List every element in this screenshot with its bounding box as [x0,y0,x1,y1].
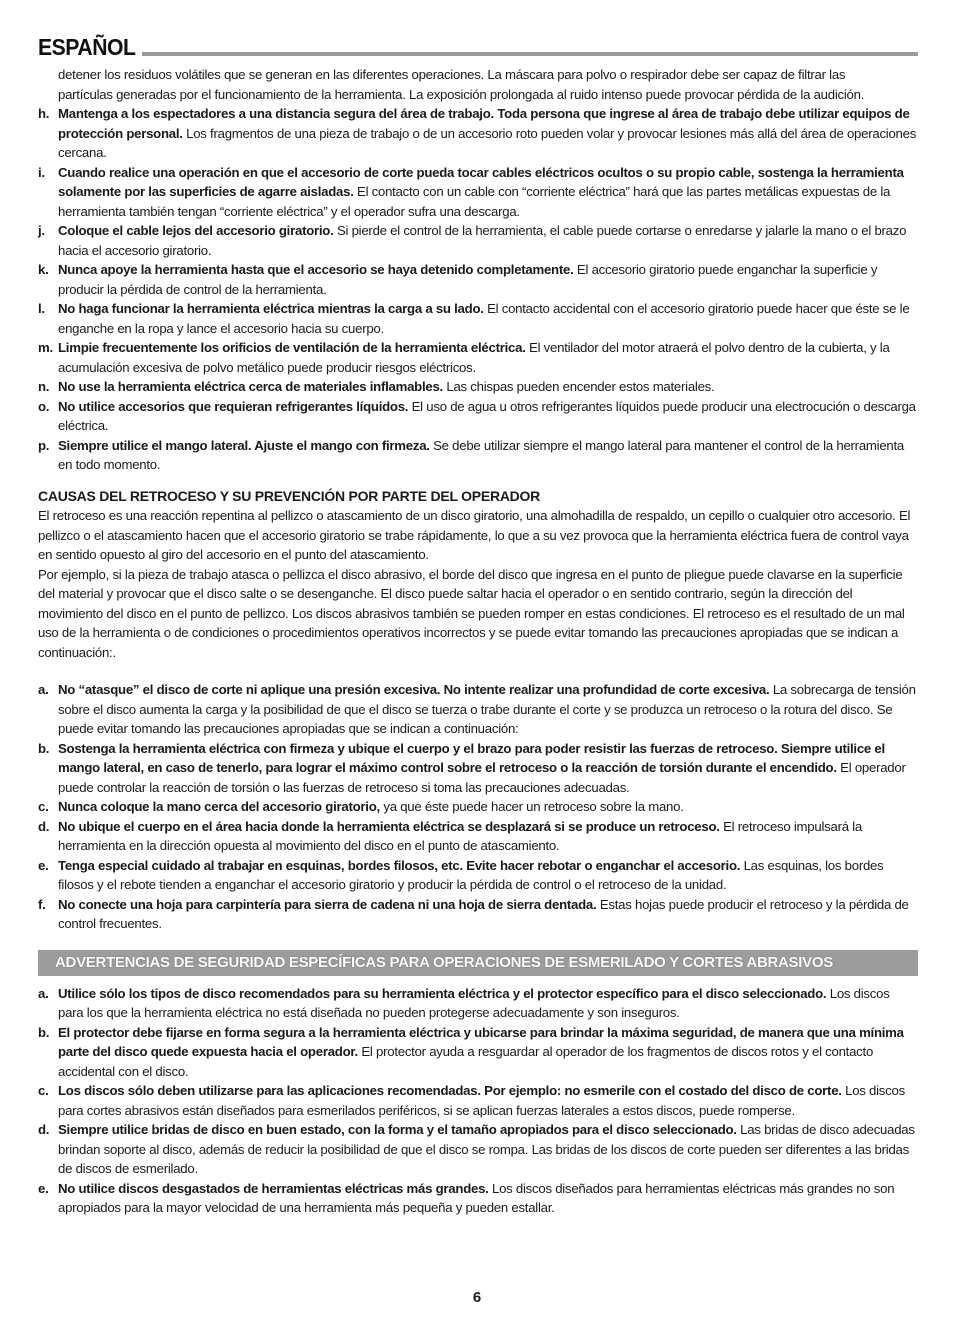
list-item-p [38,436,918,475]
item-bold: Cuando realice una operación en que el accesorio de corte pueda tocar cables eléctricos ocultos o su propio cable, sostenga la herramienta solamente por las superficies de agarre aisladas. [58,164,904,199]
item-bold: No conecte una hoja para carpintería para sierra de cadena ni una hoja de sierra dentada. [58,896,597,912]
item-bold: Coloque el cable lejos del accesorio giratorio. [58,223,334,238]
item-bold: Siempre utilice bridas de disco en buen estado, con la forma y el tamaño apropiados para el disco seleccionado. [58,1122,737,1137]
page-content [38,65,918,1218]
item-letter: d. [38,818,50,834]
item-text: El contacto con un cable con “corriente eléctrica” hará que las partes metálicas expuestas de la herramienta también tengan “corriente eléctrica” y el operador sufra una descarga. [58,184,891,219]
item-letter: a. [38,682,49,697]
item-text: El retroceso impulsará la herramienta en la dirección opuesta al movimiento del disco en el punto de atascamiento. [58,818,862,853]
item-letter: j. [38,223,45,238]
item-text: El contacto accidental con el accesorio giratorio puede hacer que éste se le enganche en la ropa y lance el accesorio hacia su cuerpo. [58,301,910,336]
item-letter: m. [38,340,53,355]
list-item-h [38,104,918,163]
list-item-k [38,260,918,299]
item-text: ya que éste puede hacer un retroceso sobre la mano. [379,799,684,814]
header-rule [142,52,918,56]
item-bold: El protector debe fijarse en forma segura a la herramienta eléctrica y ubicarse para brindar la máxima seguridad, de manera que una mínima parte del disco quede expuesta hacia el operador. [58,1024,904,1059]
item-text: Estas hojas puede producir el retroceso y la pérdida de control frecuentes. [58,896,909,931]
item-bold: Utilice sólo los tipos de disco recomendados para su herramienta eléctrica y el protector específico para el disco seleccionado. [58,985,827,1001]
item-text: El ventilador del motor atraerá el polvo dentro de la cubierta, y la acumulación excesiva de polvo metálico puede producir riesgos eléctricos. [58,340,890,375]
item-text: Las esquinas, los bordes filosos y el rebote tienden a enganchar el accesorio giratorio y producir la pérdida de control o el retroceso de la unidad. [58,857,884,892]
item-bold: Siempre utilice el mango lateral. Ajuste el mango con firmeza. [58,437,430,453]
item-letter: l. [38,301,45,316]
item-letter: d. [38,1122,50,1137]
item-bold: Sostenga la herramienta eléctrica con firmeza y ubique el cuerpo y el brazo para poder resistir las fuerzas de retroceso. Siempre utilice el mango lateral, en caso de tenerlo, para lograr el máximo control sobre el retroceso o la reacción de torsión durante el encendido. [58,740,885,775]
list-item-d [38,817,918,856]
list-item-e [38,856,918,895]
item-letter: b. [38,740,50,756]
intro-continuation-line-1: detener los residuos volátiles que se generan en las diferentes operaciones. La máscara para polvo o respirador debe ser capaz de filtrar las [58,67,846,82]
grinding-list [38,984,918,1218]
item-letter: i. [38,164,45,180]
item-text: Los discos para cortes abrasivos están diseñados para esmerilados periféricos, si se aplican fuerzas laterales a estos discos, puede romperse. [58,1083,905,1118]
kickback-section-title: CAUSAS DEL RETROCESO Y SU PREVENCIÓN POR PARTE DEL OPERADOR [38,487,541,504]
safety-list-1 [38,104,918,475]
item-letter: e. [38,1180,49,1196]
intro-continuation-line-2: partículas generadas por el funcionamiento de la herramienta. La exposición prolongada al ruido intenso puede provocar pérdida de la audición. [58,86,865,102]
item-letter: e. [38,857,49,873]
list-item-a [38,680,918,739]
item-text: El protector ayuda a resguardar al operador de los fragmentos de discos rotos y el contacto accidental con el disco. [58,1044,874,1079]
item-letter: h. [38,106,50,121]
item-text: La sobrecarga de tensión sobre el disco aumenta la carga y la posibilidad de que el disco se tuerza o trabe durante el corte y se produzca un retroceso o la rotura del disco. Se puede evitar tomando las precauciones apropiadas que se indican a continuación: [58,682,916,736]
list-item-e [38,1179,918,1218]
item-text: El operador puede controlar la reacción de torsión o las fuerzas de retroceso si toma las precauciones adecuadas. [58,760,906,795]
item-letter: a. [38,985,49,1001]
item-bold: Nunca apoye la herramienta hasta que el accesorio se haya detenido completamente. [58,262,574,277]
list-item-j [38,221,918,260]
item-text: Los discos para los que la herramienta eléctrica no está diseñada no pueden protegerse adecuadamente y son inseguros. [58,985,890,1020]
item-letter: o. [38,398,50,414]
item-text: Los discos diseñados para herramientas eléctricas más grandes no son apropiados para la mayor velocidad de una herramienta más pequeña y pueden estallar. [58,1180,895,1215]
kickback-paragraph-1: El retroceso es una reacción repentina al pellizco o atascamiento de un disco giratorio, una almohadilla de respaldo, un cepillo o cualquier otro accesorio. El pellizco o el atascamiento hacen que el accesorio giratorio se trabe rápidamente, lo que a su vez provoca que la herramienta eléctrica fuera de control vaya en sentido opuesto al giro del accesorio en el punto del atascamiento. [38,508,911,562]
list-item-f [38,895,918,934]
list-item-i [38,163,918,222]
page-number: 6 [472,1289,482,1306]
list-item-a [38,984,918,1023]
item-text: Los fragmentos de una pieza de trabajo o de un accesorio roto pueden volar y provocar lesiones más allá del área de operaciones cercana. [58,125,917,160]
item-bold: Nunca coloque la mano cerca del accesorio giratorio, [58,799,380,814]
item-bold: No use la herramienta eléctrica cerca de materiales inflamables. [58,379,443,394]
item-bold: No utilice discos desgastados de herramientas eléctricas más grandes. [58,1180,489,1196]
item-letter: f. [38,896,46,912]
kickback-list [38,680,918,934]
item-bold: No haga funcionar la herramienta eléctrica mientras la carga a su lado. [58,301,484,316]
page-header [38,30,918,60]
list-item-n [38,377,918,397]
list-item-c [38,797,918,817]
item-text: El uso de agua u otros refrigerantes líquidos puede producir una electrocución o descarga eléctrica. [58,398,916,433]
item-bold: Mantenga a los espectadores a una distancia segura del área de trabajo. Toda persona que ingrese al área de trabajo debe utilizar equipos de protección personal. [58,106,910,141]
item-letter: n. [38,379,50,394]
list-item-b [38,739,918,798]
item-bold: No “atasque” el disco de corte ni aplique una presión excesiva. No intente realizar una profundidad de corte excesiva. [58,682,770,697]
item-bold: Tenga especial cuidado al trabajar en esquinas, bordes filosos, etc. Evite hacer rebotar o enganchar el accesorio. [58,857,741,873]
item-text: Las bridas de disco adecuadas brindan soporte al disco, además de reducir la posibilidad de que el disco se rompa. Las bridas de los discos de corte pueden ser diferentes a las bridas de discos de esmerilado. [58,1122,915,1176]
item-text: El accesorio giratorio puede enganchar la superficie y producir la pérdida de control de la herramienta. [58,262,878,297]
item-letter: p. [38,437,50,453]
item-bold: Limpie frecuentemente los orificios de ventilación de la herramienta eléctrica. [58,340,526,355]
list-item-m [38,338,918,377]
grinding-warnings-banner: ADVERTENCIAS DE SEGURIDAD ESPECÍFICAS PARA OPERACIONES DE ESMERILADO Y CORTES ABRASIVOS [38,950,918,976]
item-bold: Los discos sólo deben utilizarse para las aplicaciones recomendadas. Por ejemplo: no esmerile con el costado del disco de corte. [58,1083,842,1098]
item-letter: k. [38,262,49,277]
list-item-d [38,1120,918,1179]
item-text: Se debe utilizar siempre el mango lateral para mantener el control de la herramienta en todo momento. [58,437,904,472]
manual-page [38,30,918,1218]
spacer [38,662,918,680]
spacer [38,475,918,487]
list-item-o [38,397,918,436]
item-text: Las chispas pueden encender estos materiales. [442,379,715,394]
item-letter: b. [38,1024,50,1040]
item-text: Si pierde el control de la herramienta, el cable puede cortarse o enredarse y jalarle la mano o el brazo hacia el accesorio giratorio. [58,223,907,258]
item-letter: c. [38,1083,49,1098]
item-letter: c. [38,799,49,814]
list-item-b [38,1023,918,1082]
language-title: ESPAÑOL [38,34,136,60]
item-bold: No ubique el cuerpo en el área hacia donde la herramienta eléctrica se desplazará si se produce un retroceso. [58,818,720,834]
item-bold: No utilice accesorios que requieran refrigerantes líquidos. [58,398,409,414]
kickback-paragraph-2: Por ejemplo, si la pieza de trabajo atasca o pellizca el disco abrasivo, el borde del disco que ingresa en el punto de pliegue puede clavarse en la superficie del material y provocar que el disco salte o se desenganche. El disco puede saltar hacia el operador o en sentido contrario, según la dirección del movimiento del disco en el punto de pellizco. Los discos abrasivos también se pueden romper en estas condiciones. El retroceso es el resultado de un mal uso de la herramienta o de condiciones o procedimientos operativos incorrectos y se puede evitar tomando las precauciones apropiadas que se indican a continuación:. [38,566,905,660]
list-item-c [38,1081,918,1120]
list-item-l [38,299,918,338]
